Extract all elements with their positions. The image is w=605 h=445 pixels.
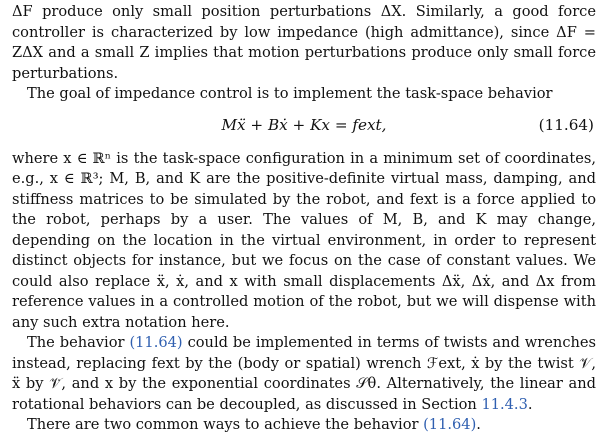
paragraph-two-ways-end: .	[476, 416, 481, 433]
paragraph-twists-wrenches	[12, 333, 596, 415]
paragraph-force-control: ΔF produce only small position perturbations ΔX. Similarly, a good force controller is characterized by low impedance (high admittance), since ΔF = ZΔX and a small Z implies that motion perturbations produce only small force perturbations.	[12, 3, 596, 82]
equation-reference-link[interactable]: (11.64)	[129, 334, 183, 351]
paragraph-twists-text-end: .	[527, 395, 533, 413]
equation-number: (11.64)	[538, 115, 594, 134]
section-reference-link[interactable]: 11.4.3	[481, 395, 528, 413]
paragraph-twists-text-start: The behavior	[27, 334, 125, 351]
paragraph-variable-definitions: where x ∈ ℝⁿ is the task-space configuration in a minimum set of coordinates, e.g., x ∈ ℝ³; M, B, and K are the positive-definite virtual mass, damping, and stiffness matrices to be simulated by the robot, and fext is a force applied to the robot, perhaps by a user. The values of M, B, and K may change, depending on the location in the virtual environment, in order to represent distinct objects for instance, but we focus on the case of constant values. We could also replace ẍ, ẋ, and x with small displacements Δẍ, Δẋ, and Δx from reference values in a controlled motion of the robot, but we will dispense with any such extra notation here.	[12, 149, 596, 331]
paragraph-impedance-goal: The goal of impedance control is to implement the task-space behavior	[27, 85, 553, 102]
paragraph-two-ways-text: There are two common ways to achieve the behavior	[27, 416, 419, 433]
paragraph-two-ways	[12, 415, 596, 436]
equation-reference-link-2[interactable]: (11.64)	[423, 416, 477, 433]
equation-11-64	[12, 109, 596, 145]
equation-formula: Mẍ + Bẋ + Kx = fext,	[221, 115, 387, 134]
paragraph-twists-text-middle: could be implemented in terms of twists and wrenches instead, replacing fext by the (body or spatial) wrench ℱext, ẋ by the twist 𝒱, ẍ by 𝒱̇, and x by the exponential coordinates 𝒮θ. Alternatively, the linear and rotational behaviors can be decoupled, as discussed in Section	[12, 334, 597, 413]
